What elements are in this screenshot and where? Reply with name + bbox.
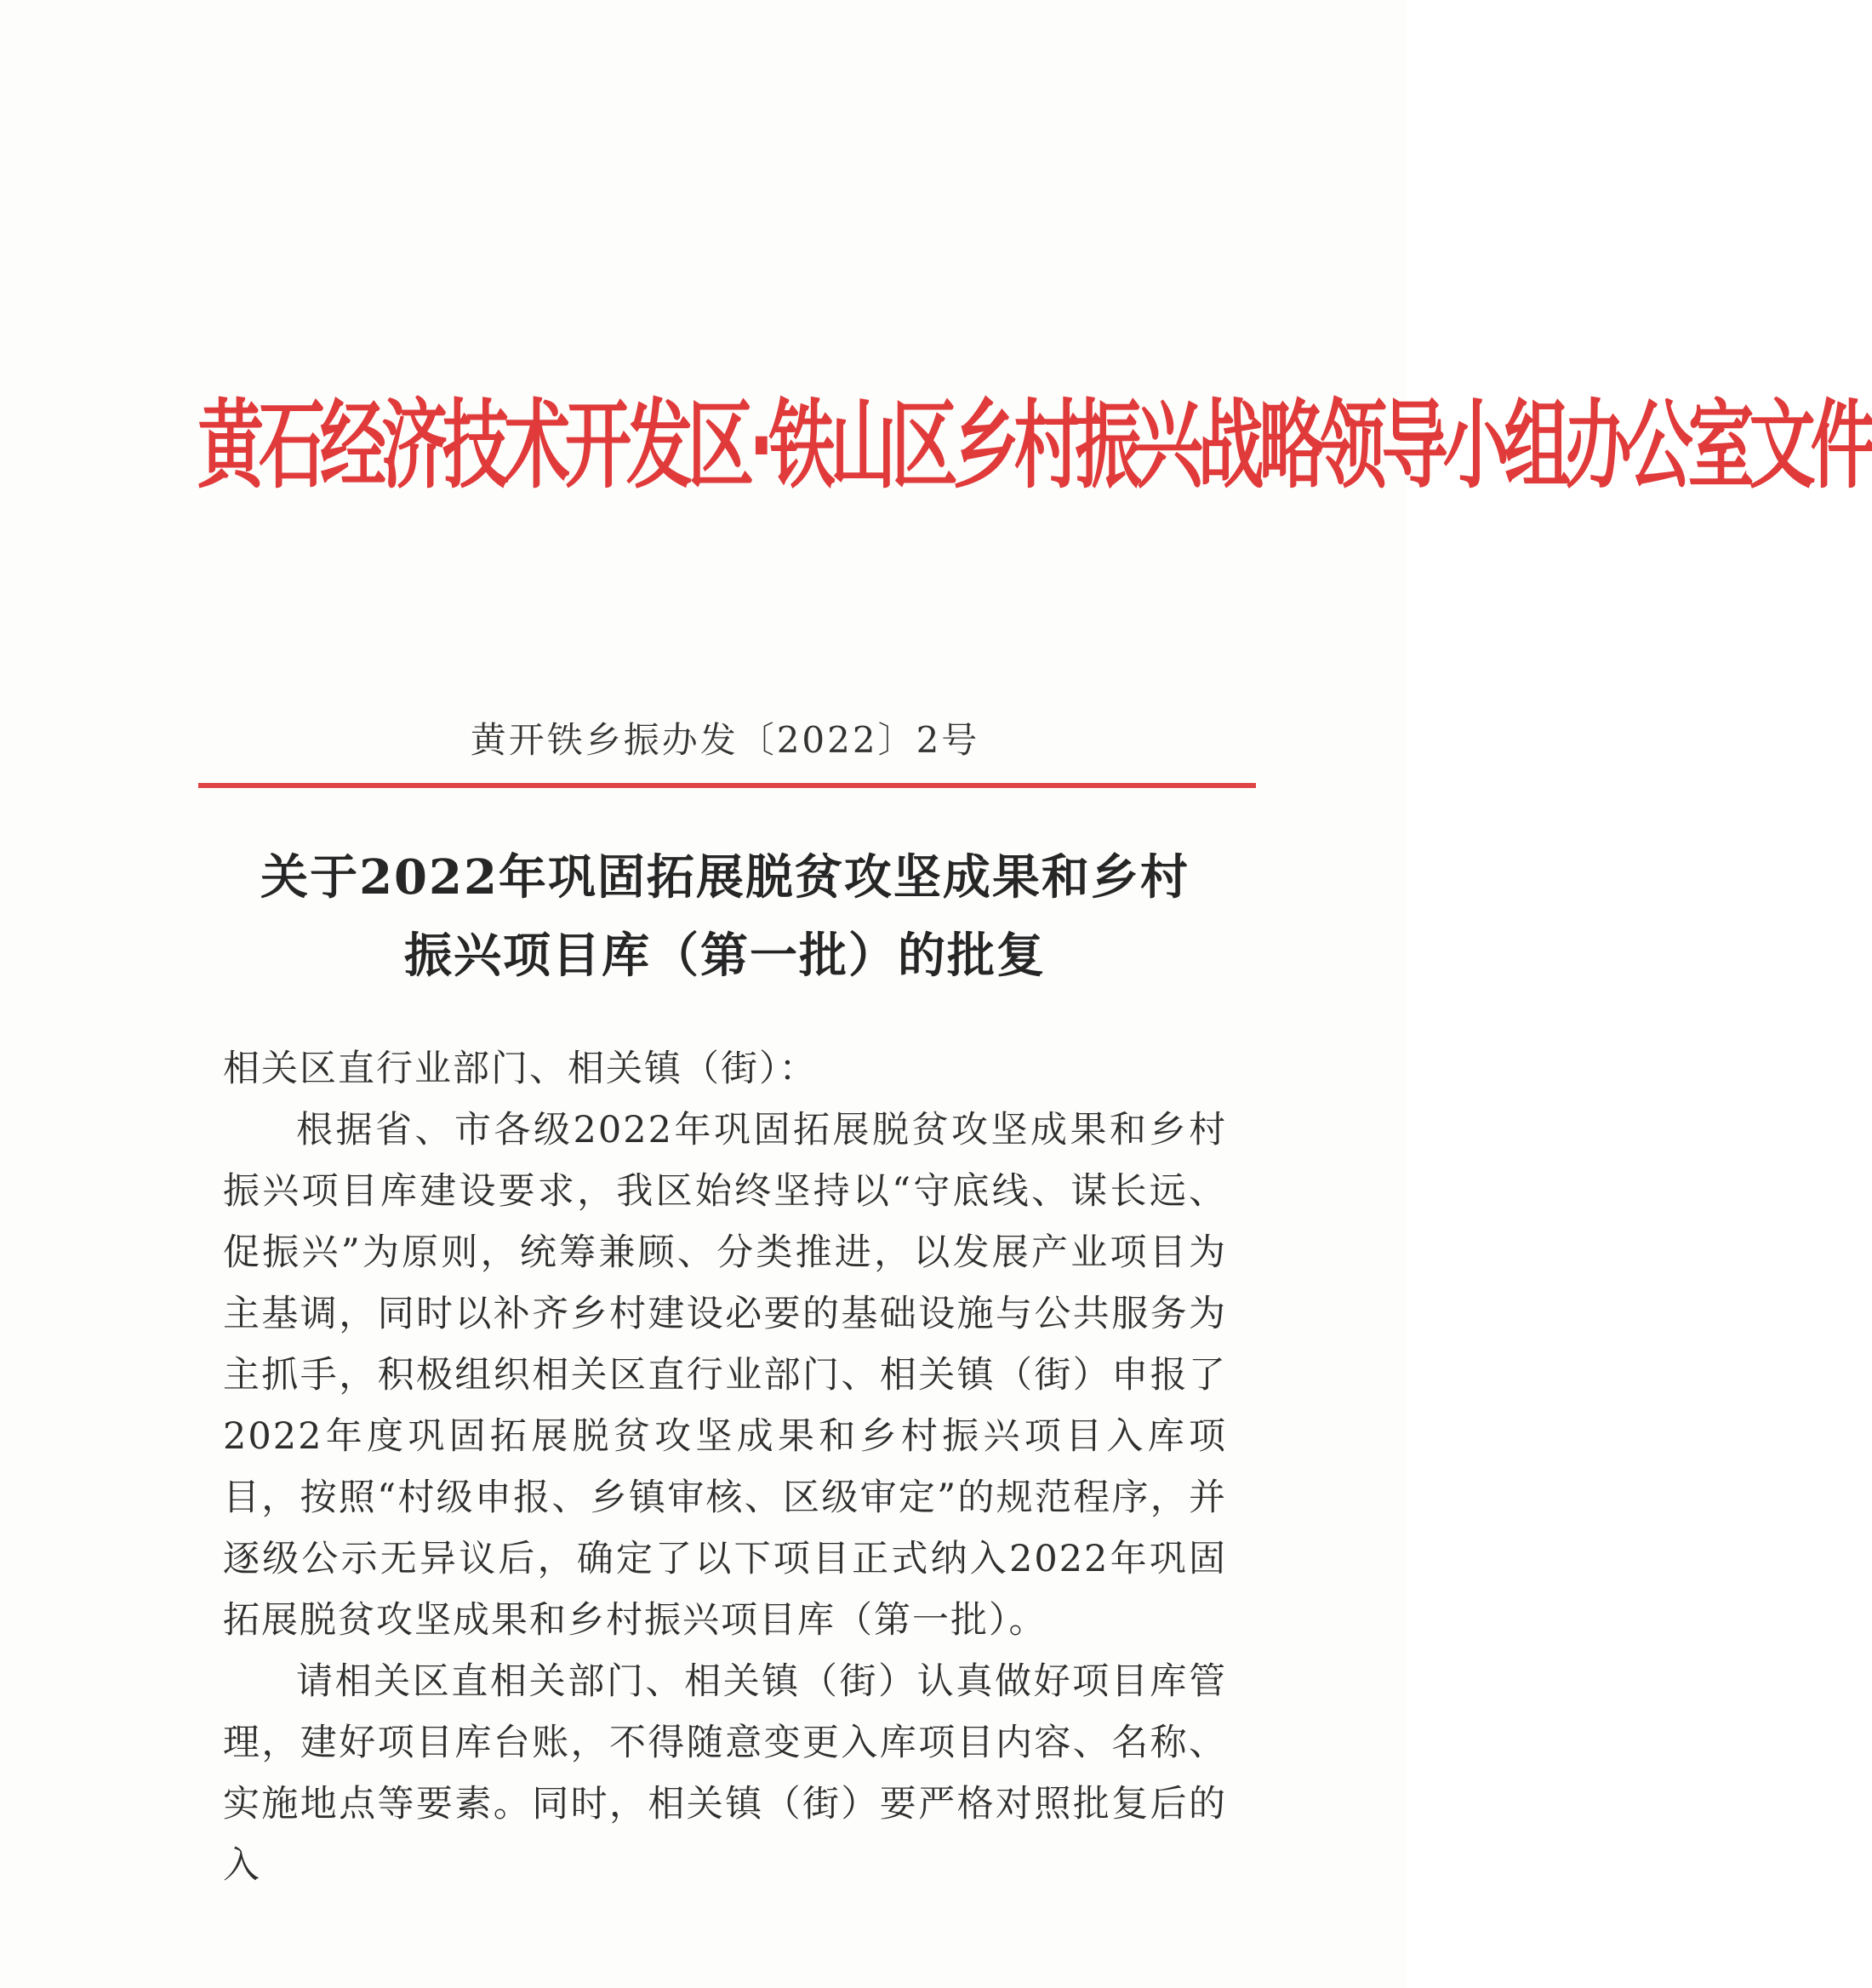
body-paragraph-1: 根据省、市各级2022年巩固拓展脱贫攻坚成果和乡村振兴项目库建设要求，我区始终坚持以“守底线、谋长远、促振兴”为原则，统筹兼顾、分类推进，以发展产业项目为主基调，同时以补齐乡村建设必要的基础设施与公共服务为主抓手，积极组织相关区直行业部门、相关镇（街）申报了2022年度巩固拓展脱贫攻坚成果和乡村振兴项目入库项目，按照“村级申报、乡镇审核、区级审定”的规范程序，并逐级公示无异议后，确定了以下项目正式纳入2022年巩固拓展脱贫攻坚成果和乡村振兴项目库（第一批）。: [223, 1109, 1227, 1642]
salutation: 相关区直行业部门、相关镇（街）：: [223, 1048, 818, 1090]
document-number: 黄开铁乡振办发〔2022〕2号: [470, 719, 980, 761]
body-paragraph-2: 请相关区直相关部门、相关镇（街）认真做好项目库管理，建好项目库台账，不得随意变更入库项目内容、名称、实施地点等要素。同时，相关镇（街）要严格对照批复后的入: [223, 1660, 1227, 1887]
title-line-1: 关于2022年巩固拓展脱贫攻坚成果和乡村: [260, 849, 1190, 905]
title-line-2: 振兴项目库（第一批）的批复: [404, 928, 1046, 984]
issuing-office-masthead: 黄石经济技术开发区·铁山区乡村振兴战略领导小组办公室文件: [197, 391, 1872, 503]
document-title: [197, 838, 1253, 995]
red-separator-line: [198, 783, 1256, 788]
document-body: [223, 1038, 1227, 1896]
